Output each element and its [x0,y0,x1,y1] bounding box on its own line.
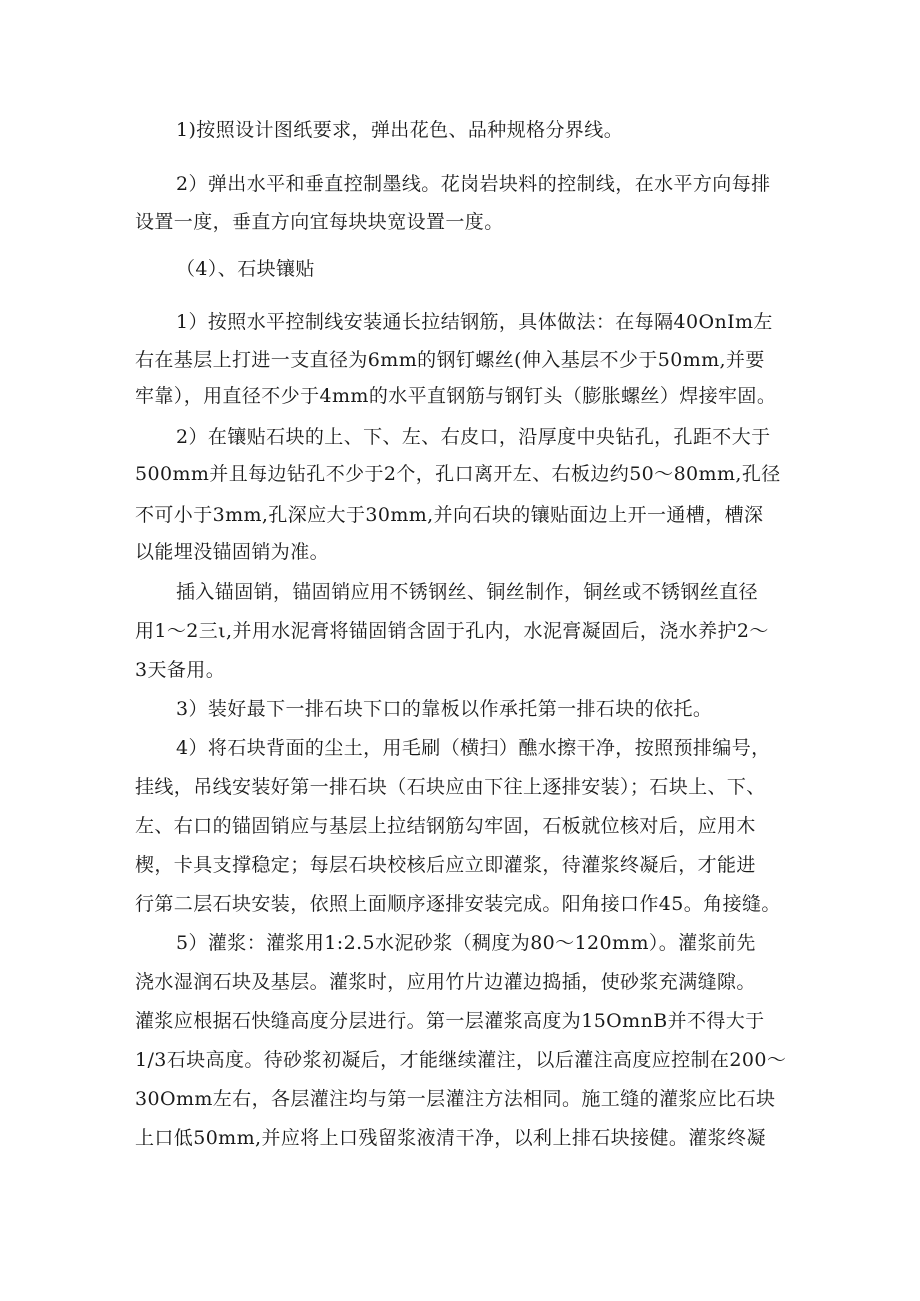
text-line: 牢靠），用直径不少于4mm的水平直钢筋与钢钉头（膨胀螺丝）焊接牢固。 [135,385,777,407]
text-line: 1)按照设计图纸要求，弹出花色、品种规格分界线。 [176,119,624,141]
text-line: 5）灌浆：灌浆用1:2.5水泥砂浆（稠度为80～120mm）。灌浆前先 [176,932,756,954]
text-line: 以能埋没锚固销为准。 [135,541,330,563]
text-line: 设置一度，垂直方向宜每块块宽设置一度。 [135,211,504,233]
text-line: 插入锚固销，锚固销应用不锈钢丝、铜丝制作，铜丝或不锈钢丝直径 [176,581,759,603]
text-line: 30Omm左右，各层灌注均与第一层灌注方法相同。施工缝的灌浆应比石块 [135,1088,776,1110]
text-line: 灌浆应根据石快缝高度分层进行。第一层灌浆高度为15OmnB并不得大于 [135,1010,765,1032]
text-line: 楔，卡具支撑稳定；每层石块校核后应立即灌浆，待灌浆终凝后，才能进 [135,854,756,876]
text-line: 行第二层石块安装，依照上面顺序逐排安装完成。阳角接口作45。角接缝。 [135,893,781,915]
text-line: 用1～2三ι,并用水泥膏将锚固销含固于孔内，水泥膏凝固后，浇水养护2～ [135,620,769,642]
text-line: 右在基层上打进一支直径为6mm的钢钉螺丝(伸入基层不少于50mm,并要 [135,349,765,371]
text-line: 不可小于3mm,孔深应大于30mm,并向石块的镶贴面边上开一通槽，槽深 [135,504,764,526]
text-line: 浇水湿润石块及基层。灌浆时，应用竹片边灌边捣插，使砂浆充满缝隙。 [135,971,756,993]
text-line: 1）按照水平控制线安装通长拉结钢筋，具体做法：在每隔40OnIm左 [176,311,773,333]
text-line: 2）在镶贴石块的上、下、左、右皮口，沿厚度中央钻孔，孔距不大于 [176,426,771,448]
text-line: 挂线，吊线安装好第一排石块（石块应由下往上逐排安装）；石块上、下、 [135,776,766,798]
text-line: 500mm并且每边钻孔不少于2个，孔口离开左、右板边约50～80mm,孔径 [135,463,781,485]
text-line: 2）弹出水平和垂直控制墨线。花岗岩块料的控制线，在水平方向每排 [176,173,771,195]
text-line: 上口低50mm,并应将上口残留浆液清干净，以利上排石块接健。灌浆终凝 [135,1127,766,1149]
text-line: 左、右口的锚固销应与基层上拉结钢筋勾牢固，石板就位核对后，应用木 [135,815,756,837]
text-line: 3）装好最下一排石块下口的靠板以作承托第一排石块的依托。 [176,698,713,720]
text-line: 3天备用。 [135,659,226,681]
section-heading: （4）、石块镶贴 [176,258,315,280]
text-line: 4）将石块背面的尘土，用毛刷（横扫）醮水擦干净，按照预排编号， [176,737,771,759]
text-line: 1/3石块高度。待砂浆初凝后，才能继续灌注，以后灌注高度应控制在200～ [135,1049,787,1071]
